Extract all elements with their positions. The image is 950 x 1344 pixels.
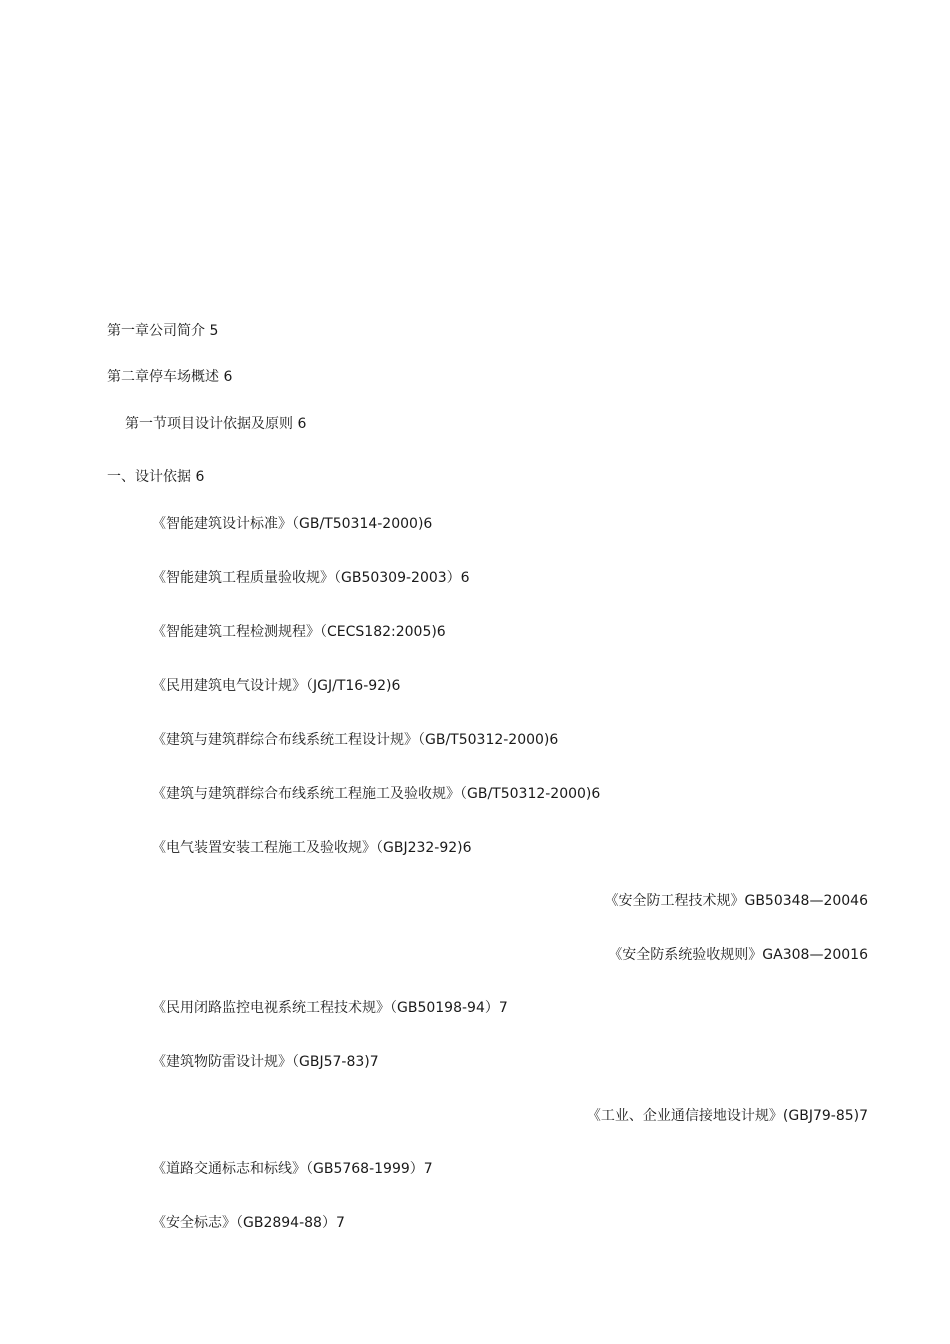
toc-item-7[interactable]: 《电气装置安装工程施工及验收规》（GBJ232-92)6 (152, 840, 472, 856)
toc-chapter-2[interactable]: 第二章停车场概述 6 (107, 369, 233, 385)
toc-item-6[interactable]: 《建筑与建筑群综合布线系统工程施工及验收规》（GB/T50312-2000)6 (152, 786, 601, 802)
toc-item-2[interactable]: 《智能建筑工程质量验收规》（GB50309-2003）6 (152, 570, 470, 586)
toc-item-1[interactable]: 《智能建筑设计标准》（GB/T50314-2000)6 (152, 516, 433, 532)
toc-section-1[interactable]: 第一节项目设计依据及原则 6 (125, 416, 307, 432)
toc-item-5[interactable]: 《建筑与建筑群综合布线系统工程设计规》（GB/T50312-2000)6 (152, 732, 559, 748)
toc-item-9[interactable]: 《安全防系统验收规则》GA308—20016 (608, 947, 868, 963)
toc-chapter-1[interactable]: 第一章公司简介 5 (107, 323, 219, 339)
toc-item-11[interactable]: 《建筑物防雷设计规》（GBJ57-83)7 (152, 1054, 379, 1070)
toc-item-8[interactable]: 《安全防工程技术规》GB50348—20046 (604, 893, 868, 909)
toc-item-13[interactable]: 《道路交通标志和标线》（GB5768-1999）7 (152, 1161, 433, 1177)
toc-subsection-1[interactable]: 一、设计依据 6 (107, 469, 205, 485)
toc-item-12[interactable]: 《工业、企业通信接地设计规》(GBJ79-85)7 (586, 1108, 868, 1124)
toc-item-3[interactable]: 《智能建筑工程检测规程》（CECS182:2005)6 (152, 624, 446, 640)
toc-item-10[interactable]: 《民用闭路监控电视系统工程技术规》（GB50198-94）7 (152, 1000, 508, 1016)
toc-item-4[interactable]: 《民用建筑电气设计规》（JGJ/T16-92)6 (152, 678, 401, 694)
toc-item-14[interactable]: 《安全标志》（GB2894-88）7 (152, 1215, 345, 1231)
